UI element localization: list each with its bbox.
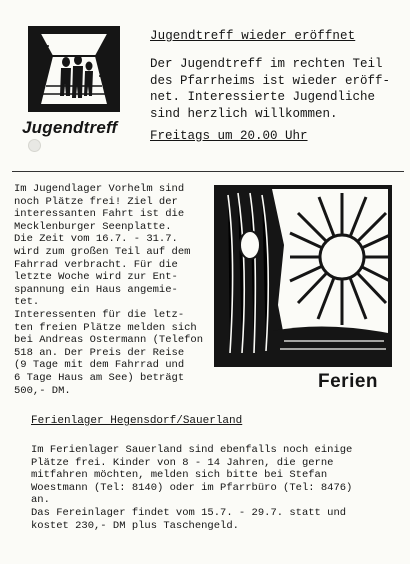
text-line: interessanten Fahrt ist die — [14, 208, 185, 221]
section-divider — [12, 171, 404, 172]
youth-club-logo-icon — [28, 26, 120, 112]
text-line: Fahrrad verbracht. Für die — [14, 258, 178, 271]
text-line: noch Plätze frei! Ziel der — [14, 195, 178, 208]
text-line: 6 Tage Haus am See) beträgt — [14, 371, 185, 384]
punch-hole — [28, 139, 41, 152]
text-line: ten freien Plätze melden sich — [14, 321, 197, 334]
text-line: bei Andreas Ostermann (Telefon — [14, 334, 204, 347]
text-line: Das Fereinlager findet vom 15.7. - 29.7. statt und — [31, 506, 347, 519]
text-line: sind herzlich willkommen. — [150, 106, 338, 121]
text-line: mitfahren möchten, melden sich bitte bei Stefan — [31, 469, 328, 482]
ferien-woodcut-icon — [214, 185, 392, 367]
text-line: spannung ein Haus angemie- — [14, 283, 178, 296]
holiday-camp-heading: Ferienlager Hegensdorf/Sauerland — [31, 415, 243, 427]
youth-club-heading: Jugendtreff wieder eröffnet — [150, 29, 356, 43]
text-line: kostet 230,- DM plus Taschengeld. — [31, 519, 239, 532]
text-line: (9 Tage mit dem Fahrrad und — [14, 359, 185, 372]
text-line: Im Ferienlager Sauerland sind ebenfalls noch einige — [31, 444, 353, 456]
text-line: Woestmann (Tel: 8140) oder im Pfarrbüro (Tel: 8476) — [31, 481, 353, 494]
text-line: Der Jugendtreff im rechten Teil — [150, 57, 383, 71]
text-line: Mecklenburger Seenplatte. — [14, 220, 172, 233]
text-line: wird zum großen Teil auf dem — [14, 245, 191, 258]
text-line: Im Jugendlager Vorhelm sind — [14, 183, 185, 195]
youth-club-logo-text: Jugendtreff — [22, 118, 118, 137]
youth-club-text — [150, 56, 405, 122]
ferien-caption: Ferien — [318, 371, 379, 392]
summer-camp-text — [14, 183, 214, 397]
text-line: 500,- DM. — [14, 384, 71, 397]
holiday-camp-text — [31, 444, 403, 532]
text-line: Interessenten für die letz- — [14, 308, 185, 321]
youth-club-time: Freitags um 20.00 Uhr — [150, 129, 308, 143]
text-line: des Pfarrheims ist wieder eröff- — [150, 73, 391, 88]
text-line: Plätze frei. Kinder von 8 - 14 Jahren, die gerne — [31, 456, 334, 469]
text-line: net. Interessierte Jugendliche — [150, 90, 376, 104]
text-line: 518 an. Der Preis der Reise — [14, 346, 185, 359]
text-line: an. — [31, 494, 50, 507]
text-line: tet. — [14, 296, 40, 309]
text-line: Die Zeit vom 16.7. - 31.7. — [14, 233, 178, 246]
text-line: letzte Woche wird zur Ent- — [14, 271, 178, 284]
